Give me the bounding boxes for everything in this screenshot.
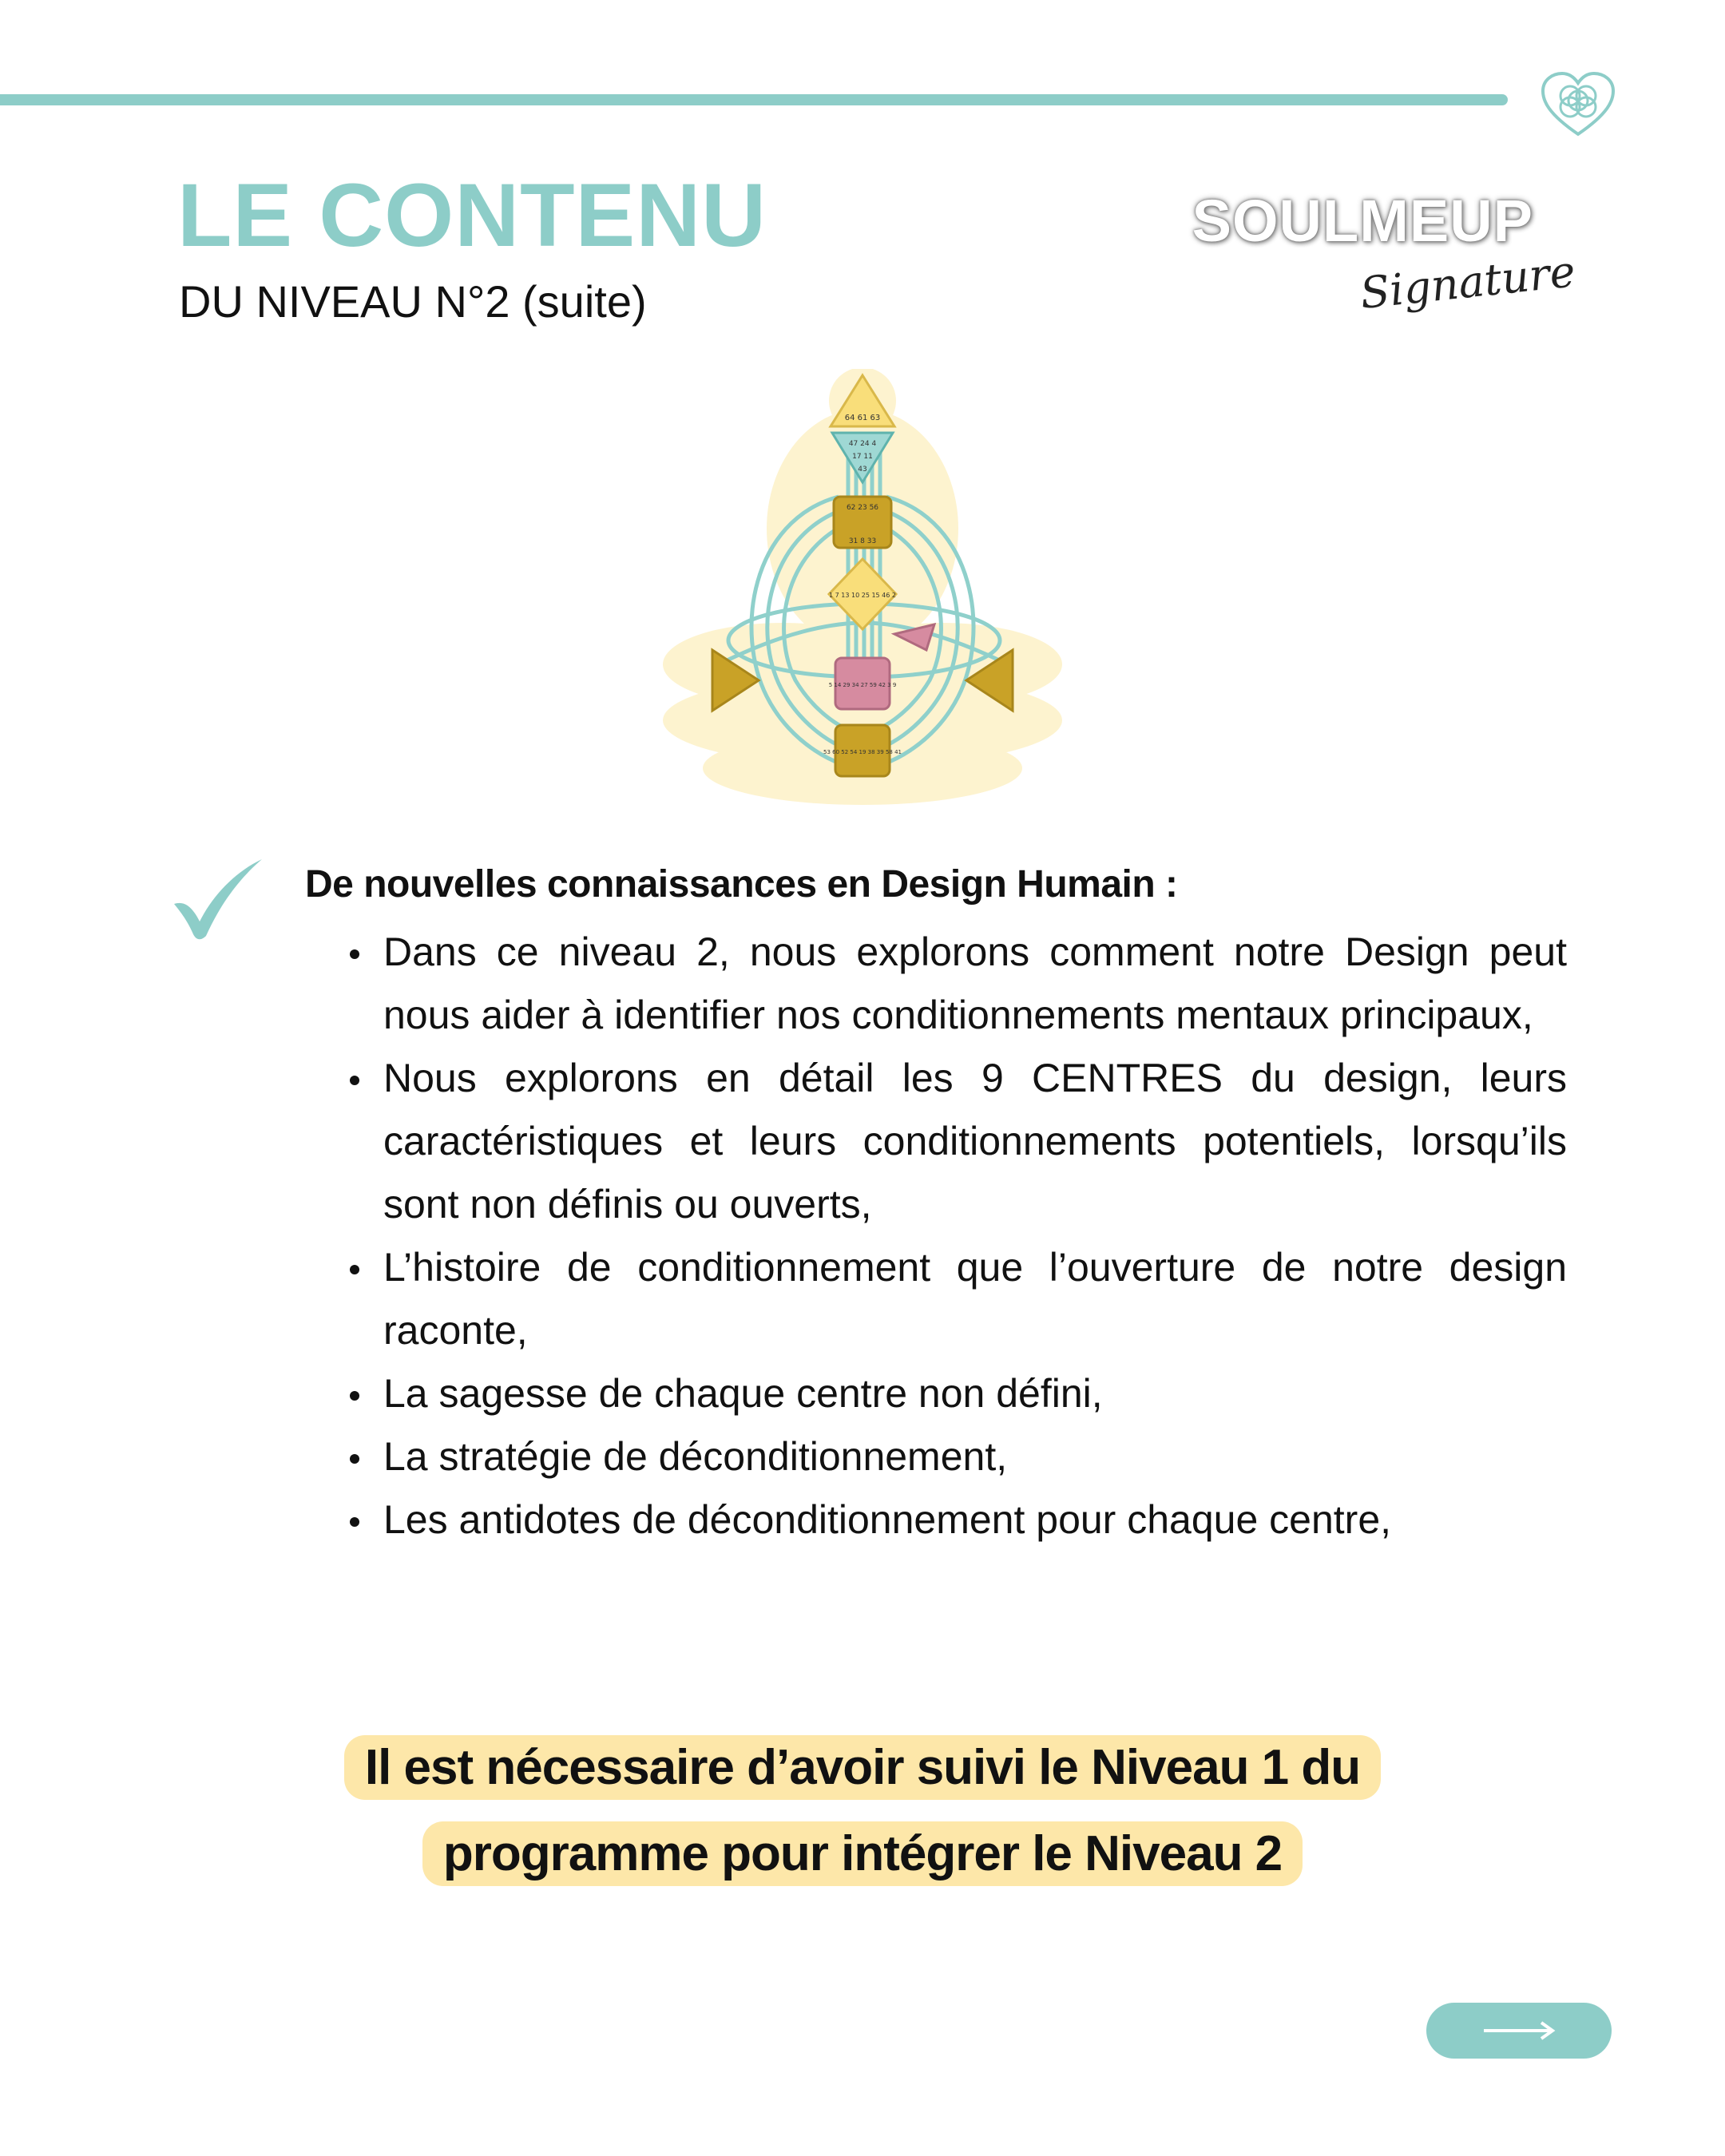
callout-line-1: Il est nécessaire d’avoir suivi le Niveau 1 du <box>344 1735 1381 1800</box>
svg-text:62 23 56: 62 23 56 <box>846 504 879 512</box>
sacral-center <box>829 658 897 709</box>
list-item: Les antidotes de déconditionnement pour chaque centre, <box>305 1488 1567 1552</box>
content-section <box>305 862 1567 1552</box>
svg-text:64 61 63: 64 61 63 <box>844 414 881 422</box>
brand-logo <box>1126 180 1581 324</box>
list-item: Nous explorons en détail les 9 CENTRES du design, leurs caractéristiques et leurs conditionnements potentiels, lorsqu’ils sont non définis ou ouverts, <box>305 1047 1567 1236</box>
svg-text:31 8 33: 31 8 33 <box>848 537 877 545</box>
next-page-button[interactable] <box>1426 2003 1612 2059</box>
brand-tagline: Signature <box>1358 246 1578 319</box>
svg-text:43: 43 <box>858 466 867 474</box>
bodygraph-illustration <box>655 369 1070 816</box>
throat-center <box>834 497 891 548</box>
list-item: Dans ce niveau 2, nous explorons comment notre Design peut nous aider à identifier nos conditionnements mentaux principaux, <box>305 921 1567 1047</box>
svg-text:53 60 52 54 19 38 39 58 41: 53 60 52 54 19 38 39 58 41 <box>823 749 902 755</box>
list-item: La sagesse de chaque centre non défini, <box>305 1362 1567 1425</box>
svg-text:47 24 4: 47 24 4 <box>848 440 877 448</box>
top-divider <box>0 94 1508 105</box>
list-item: La stratégie de déconditionnement, <box>305 1425 1567 1488</box>
prerequisite-callout <box>0 1725 1725 1897</box>
arrow-right-icon <box>1482 2020 1556 2041</box>
section-heading: De nouvelles connaissances en Design Humain : <box>305 863 1178 906</box>
heart-logo-icon <box>1540 70 1616 139</box>
root-center <box>823 725 902 776</box>
brand-name: SOULMEUP <box>1192 188 1533 254</box>
content-list <box>305 921 1567 1552</box>
checkmark-icon <box>171 854 267 942</box>
page-title: LE CONTENU <box>177 165 767 265</box>
page-subtitle: DU NIVEAU N°2 (suite) <box>179 276 647 327</box>
list-item: L’histoire de conditionnement que l’ouverture de notre design raconte, <box>305 1236 1567 1362</box>
callout-line-2: programme pour intégrer le Niveau 2 <box>422 1821 1303 1886</box>
svg-text:17 11: 17 11 <box>852 453 873 461</box>
svg-text:1 7 13 10 25 15 46 2: 1 7 13 10 25 15 46 2 <box>829 592 896 599</box>
svg-text:5 14 29 34 27 59 42 3 9: 5 14 29 34 27 59 42 3 9 <box>828 682 897 688</box>
